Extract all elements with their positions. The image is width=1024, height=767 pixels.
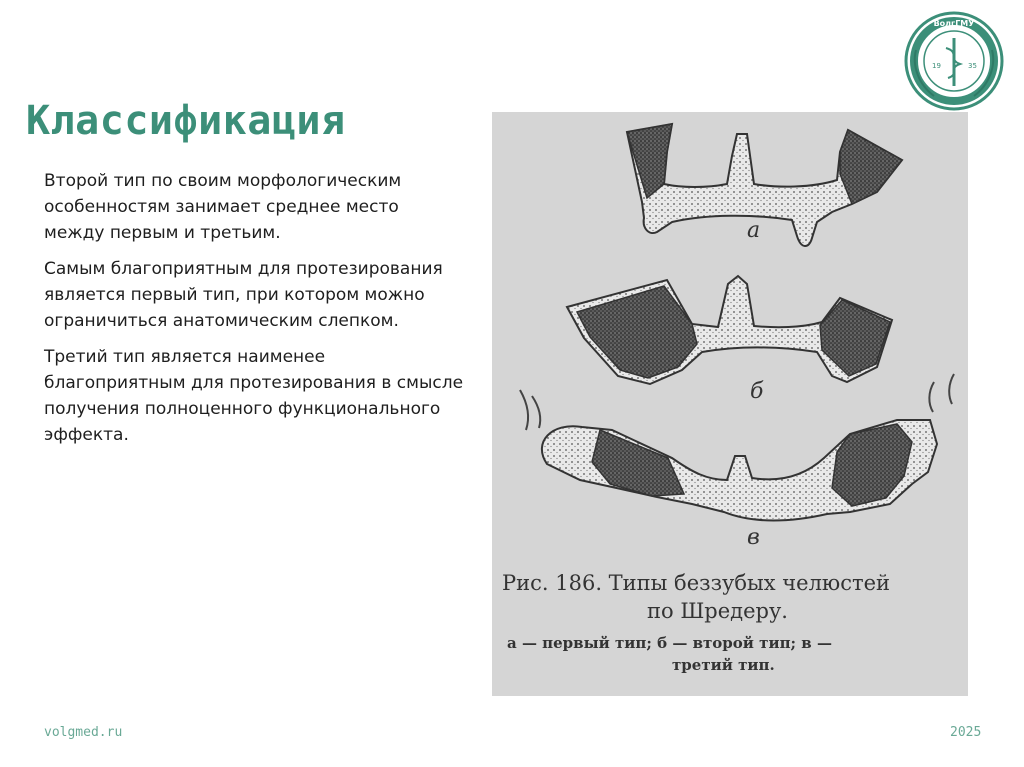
footer-site: volgmed.ru <box>44 725 123 740</box>
logo-year-left: 19 <box>932 62 941 70</box>
figure-legend-line-2: третий тип. <box>672 656 775 674</box>
figure-legend-line-1: а — первый тип; б — второй тип; в — <box>507 634 832 652</box>
jaw-type-b <box>567 276 892 384</box>
figure-label-a: а <box>747 218 761 243</box>
university-emblem-icon <box>902 10 1006 112</box>
logo-name: ВолгГМУ <box>933 19 975 28</box>
jaw-types-illustration <box>492 112 968 696</box>
figure-caption-line-2: по Шредеру. <box>647 599 788 623</box>
logo-year-right: 35 <box>968 62 977 70</box>
slide-title: Классификация <box>26 98 346 144</box>
paragraph-3: Третий тип является наименее благоприятным для протезирования в смысле получения полноценного функционального эффекта. <box>44 347 464 445</box>
slide-content <box>44 168 464 458</box>
jaw-type-a <box>627 124 902 246</box>
jaw-type-v <box>520 374 954 521</box>
figure-label-b: б <box>750 379 764 404</box>
footer-year: 2025 <box>950 725 982 740</box>
figure-caption-line-1: Рис. 186. Типы беззубых челюстей <box>502 571 891 595</box>
paragraph-1: Второй тип по своим морфологическим особенностям занимает среднее место между первым и третьим. <box>44 171 402 243</box>
figure-label-v: в <box>747 525 760 550</box>
university-logo <box>902 10 1006 112</box>
paragraph-2: Самым благоприятным для протезирования является первый тип, при котором можно ограничиться анатомическим слепком. <box>44 259 443 331</box>
jaw-types-figure <box>492 112 968 696</box>
